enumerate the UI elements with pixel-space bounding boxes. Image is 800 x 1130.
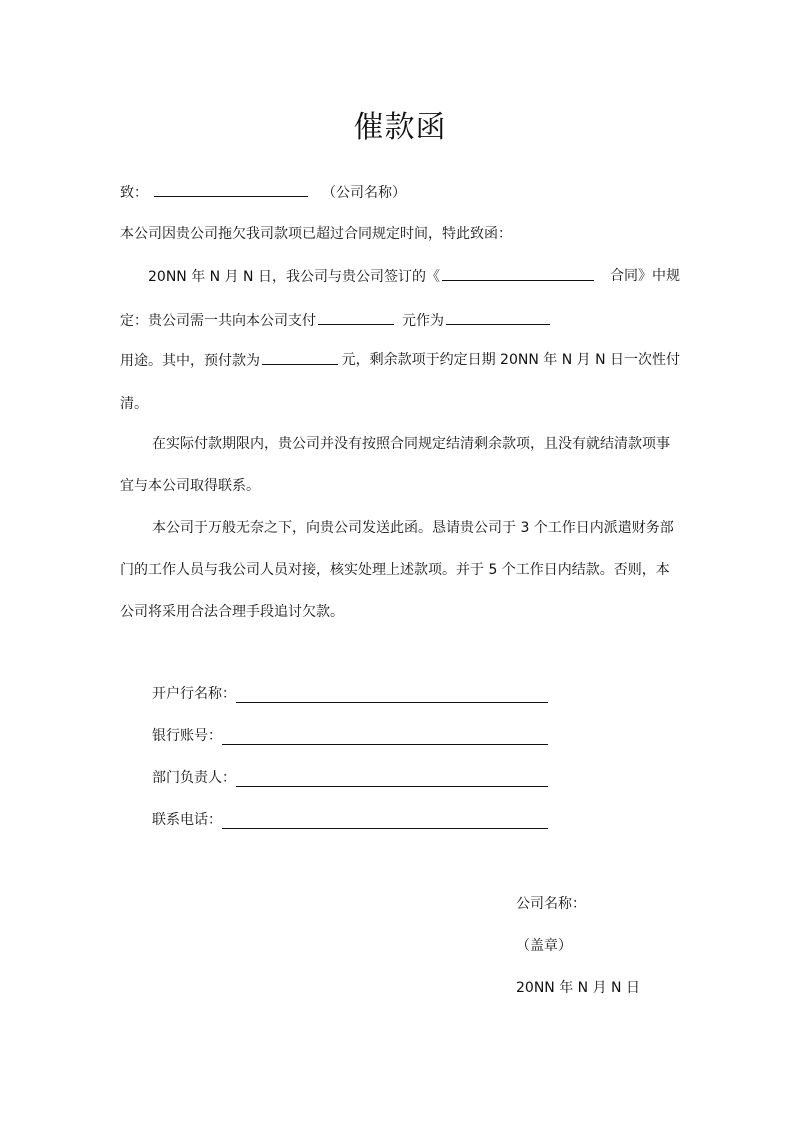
- signature-seal-label: （盖章）: [516, 938, 572, 954]
- recipient-company-blank[interactable]: [154, 182, 308, 197]
- bank-name-label: 开户行名称：: [152, 686, 236, 702]
- para2-line2: 宜与本公司取得联系。: [120, 478, 260, 494]
- total-amount-blank[interactable]: [318, 310, 394, 325]
- para1-text-d: 元作为: [402, 313, 444, 329]
- para2-line1: [120, 434, 680, 454]
- para3-line2: [120, 560, 680, 580]
- account-blank[interactable]: [222, 744, 548, 745]
- recipient-note: （公司名称）: [322, 185, 406, 201]
- manager-blank[interactable]: [236, 786, 548, 787]
- para3-text-2: 门的工作人员与我公司人员对接，核实处理上述款项。并于 5 个工作日内结款。否则，本: [120, 562, 670, 578]
- prepayment-blank[interactable]: [262, 350, 338, 365]
- phone-label: 联系电话：: [152, 812, 222, 828]
- para1-text-e: 用途。其中，预付款为: [120, 353, 260, 369]
- signature-company-label: 公司名称：: [516, 896, 586, 912]
- para1-line1: [120, 266, 680, 287]
- intro-text: 本公司因贵公司拖欠我司款项已超过合同规定时间，特此致函：: [120, 226, 512, 242]
- para3-line3: 公司将采用合法合理手段追讨欠款。: [120, 604, 344, 620]
- document-title: 催款函: [353, 110, 447, 145]
- account-label: 银行账号：: [152, 728, 222, 744]
- bank-name-blank[interactable]: [236, 702, 548, 703]
- para1-line3: [120, 350, 680, 371]
- para1-text-c: 定：贵公司需一共向本公司支付: [120, 313, 316, 329]
- para1-text-b: 合同》中规: [610, 268, 680, 284]
- purpose-blank[interactable]: [446, 310, 550, 325]
- para1-line2: [120, 310, 552, 331]
- para2-text-1: 在实际付款期限内，贵公司并没有按照合同规定结清剩余款项，且没有就结清款项事: [152, 436, 670, 452]
- signature-date: 20NN 年 N 月 N 日: [516, 980, 640, 996]
- para3-line1: [120, 518, 680, 538]
- phone-blank[interactable]: [222, 828, 548, 829]
- para1-text-f: 元，剩余款项于约定日期 20NN 年 N 月 N 日一次性付: [341, 352, 680, 368]
- manager-label: 部门负责人：: [152, 770, 236, 786]
- para1-text-a: 20NN 年 N 月 N 日，我公司与贵公司签订的《: [148, 269, 440, 285]
- recipient-prefix: 致：: [120, 185, 148, 201]
- recipient-line: [120, 182, 406, 203]
- para1-line4: 清。: [120, 396, 148, 412]
- contract-name-blank[interactable]: [442, 266, 594, 281]
- para3-text-1: 本公司于万般无奈之下，向贵公司发送此函。恳请贵公司于 3 个工作日内派遣财务部: [152, 520, 674, 536]
